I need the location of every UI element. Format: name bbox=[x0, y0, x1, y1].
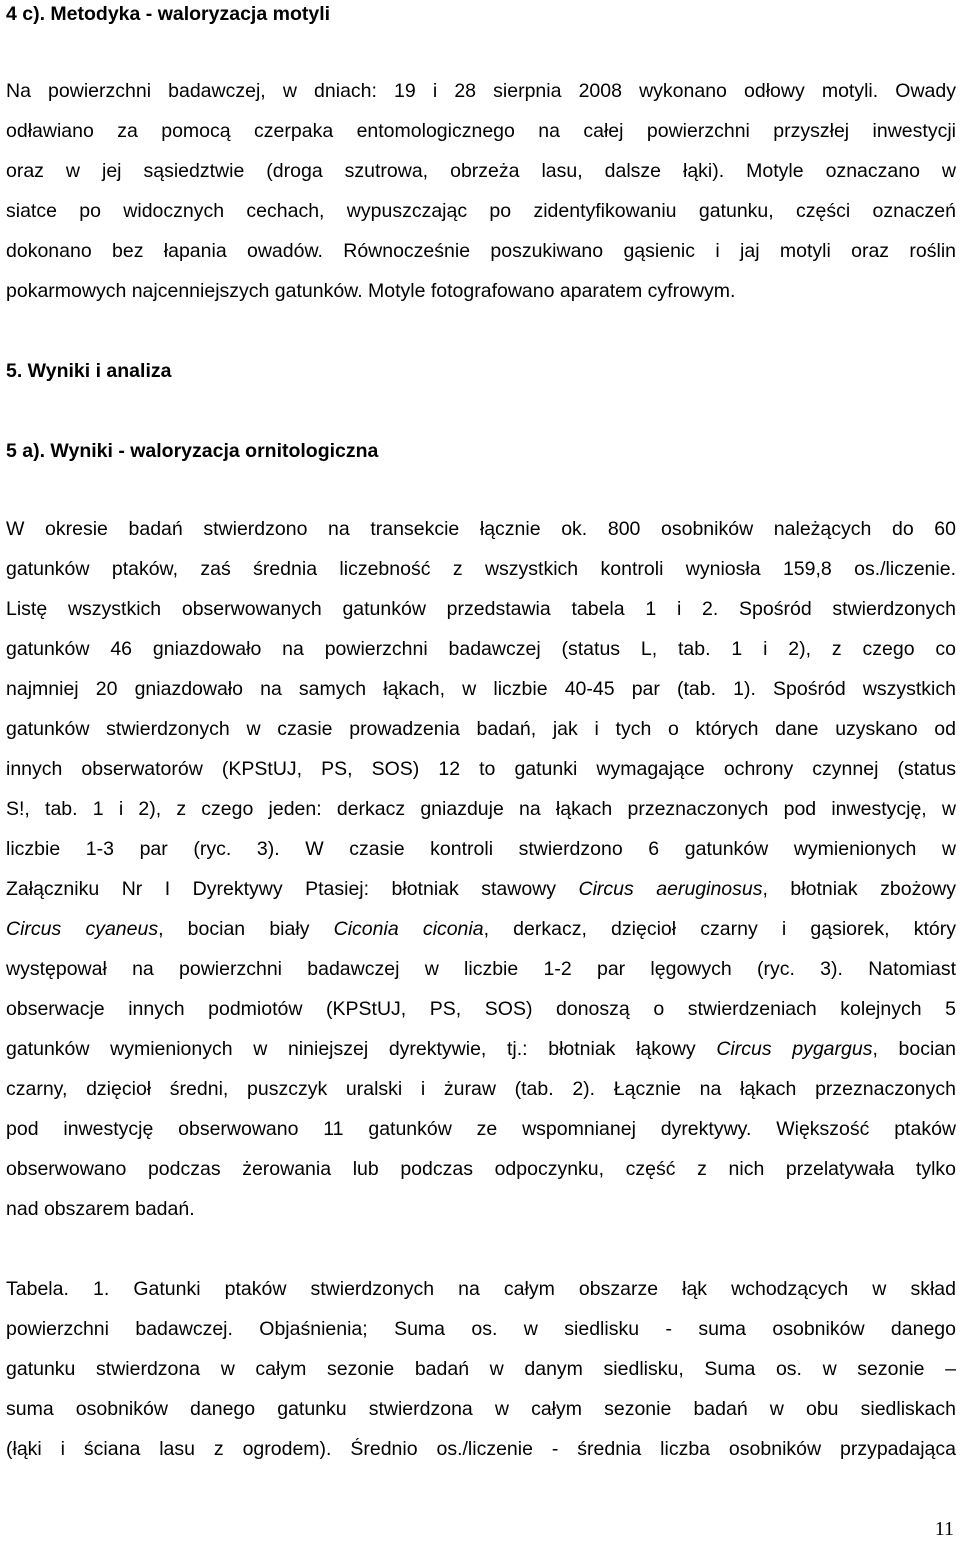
text-line-mixed: gatunków wymienionych w niniejszej dyrektywie, tj.: błotniak łąkowy Circus pygargus, bocian bbox=[6, 1038, 956, 1060]
species-name: Circus pygargus bbox=[716, 1038, 873, 1060]
text-line: pokarmowych najcenniejszych gatunków. Motyle fotografowano aparatem cyfrowym. bbox=[6, 280, 736, 302]
text-line: odławiano za pomocą czerpaka entomologicznego na całej powierzchni przyszłej inwestycji bbox=[6, 120, 956, 142]
text-line: innych obserwatorów (KPStUJ, PS, SOS) 12 to gatunki wymagające ochrony czynnej (status bbox=[6, 758, 956, 780]
text-line: W okresie badań stwierdzono na transekcie łącznie ok. 800 osobników należących do 60 bbox=[6, 518, 956, 540]
text-line: gatunku stwierdzona w całym sezonie badań w danym siedlisku, Suma os. w sezonie – bbox=[6, 1358, 956, 1380]
text-line-mixed: Circus cyaneus, bocian biały Ciconia ciconia, derkacz, dzięcioł czarny i gąsiorek, który bbox=[6, 918, 956, 940]
text-line: suma osobników danego gatunku stwierdzona w całym sezonie badań w obu siedliskach bbox=[6, 1398, 956, 1420]
text-line: oraz w jej sąsiedztwie (droga szutrowa, obrzeża lasu, dalsze łąki). Motyle oznaczano w bbox=[6, 160, 956, 182]
heading-wyniki-ornitologiczna: 5 a). Wyniki - waloryzacja ornitologiczna bbox=[6, 440, 379, 462]
species-name: Circus aeruginosus bbox=[578, 878, 763, 900]
text-line: obserwacje innych podmiotów (KPStUJ, PS, SOS) donoszą o stwierdzeniach kolejnych 5 bbox=[6, 998, 956, 1020]
text-line: S!, tab. 1 i 2), z czego jeden: derkacz gniazduje na łąkach przeznaczonych pod inwestycję, w bbox=[6, 798, 956, 820]
text-line: (łąki i ściana lasu z ogrodem). Średnio os./liczenie - średnia liczba osobników przypadająca bbox=[6, 1438, 956, 1460]
text-line: występował na powierzchni badawczej w liczbie 1-2 par lęgowych (ryc. 3). Natomiast bbox=[6, 958, 956, 980]
text-line: Tabela. 1. Gatunki ptaków stwierdzonych na całym obszarze łąk wchodzących w skład bbox=[6, 1278, 956, 1300]
heading-wyniki-analiza: 5. Wyniki i analiza bbox=[6, 360, 172, 382]
text-line: dokonano bez łapania owadów. Równocześnie poszukiwano gąsienic i jaj motyli oraz roślin bbox=[6, 240, 956, 262]
text-line: Na powierzchni badawczej, w dniach: 19 i 28 sierpnia 2008 wykonano odłowy motyli. Owady bbox=[6, 80, 956, 102]
text-line: gatunków ptaków, zaś średnia liczebność z wszystkich kontroli wyniosła 159,8 os./liczenie. bbox=[6, 558, 956, 580]
species-name: Circus cyaneus bbox=[6, 918, 159, 940]
text-line: gatunków 46 gniazdowało na powierzchni badawczej (status L, tab. 1 i 2), z czego co bbox=[6, 638, 956, 660]
text-line: pod inwestycję obserwowano 11 gatunków ze wspomnianej dyrektywy. Większość ptaków bbox=[6, 1118, 956, 1140]
text-line: Listę wszystkich obserwowanych gatunków przedstawia tabela 1 i 2. Spośród stwierdzonych bbox=[6, 598, 956, 620]
text-line: liczbie 1-3 par (ryc. 3). W czasie kontroli stwierdzono 6 gatunków wymienionych w bbox=[6, 838, 956, 860]
text-line: czarny, dzięcioł średni, puszczyk uralski i żuraw (tab. 2). Łącznie na łąkach przeznaczonych bbox=[6, 1078, 956, 1100]
text-line: gatunków stwierdzonych w czasie prowadzenia badań, jak i tych o których dane uzyskano od bbox=[6, 718, 956, 740]
text-line: obserwowano podczas żerowania lub podczas odpoczynku, część z nich przelatywała tylko bbox=[6, 1158, 956, 1180]
text-line: powierzchni badawczej. Objaśnienia; Suma os. w siedlisku - suma osobników danego bbox=[6, 1318, 956, 1340]
text-line: najmniej 20 gniazdowało na samych łąkach, w liczbie 40-45 par (tab. 1). Spośród wszystkich bbox=[6, 678, 956, 700]
heading-metodyka-motyli: 4 c). Metodyka - waloryzacja motyli bbox=[6, 3, 331, 25]
text-line: siatce po widocznych cechach, wypuszczając po zidentyfikowaniu gatunku, części oznaczeń bbox=[6, 200, 956, 222]
text-line: nad obszarem badań. bbox=[6, 1198, 195, 1220]
text-line-mixed: Załączniku Nr I Dyrektywy Ptasiej: błotniak stawowy Circus aeruginosus, błotniak zbożowy bbox=[6, 878, 956, 900]
species-name: Ciconia ciconia bbox=[333, 918, 484, 940]
page-number: 11 bbox=[934, 1518, 954, 1540]
